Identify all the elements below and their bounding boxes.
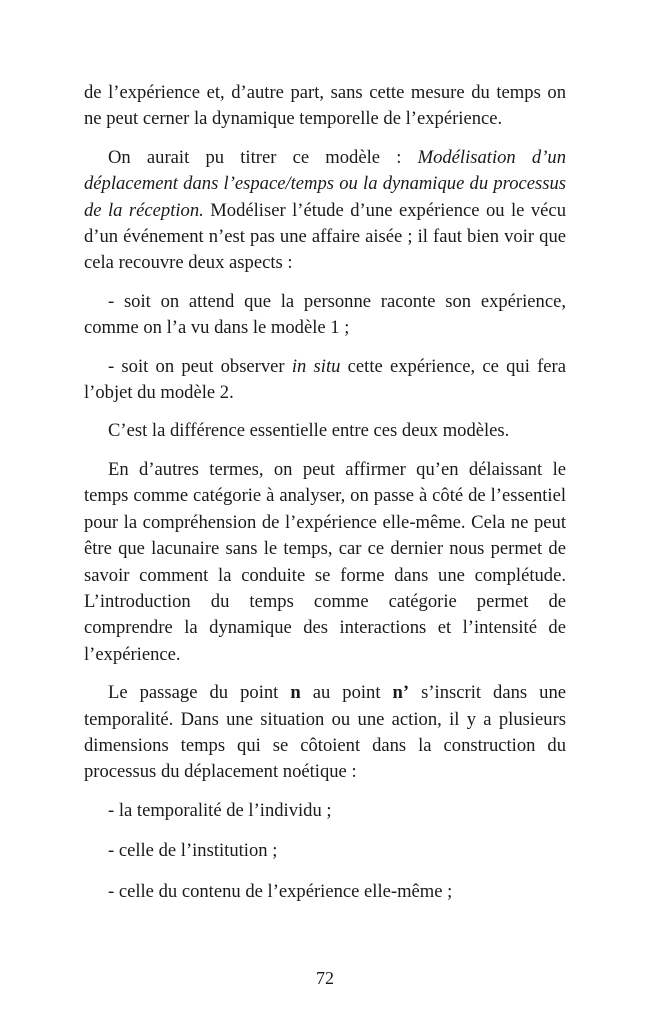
page-body: [84, 80, 566, 919]
paragraph-7-text-c: s’inscrit dans une temporalité. Dans une situation ou une action, il y a plusieurs dimensions temps qui se côtoient dans la construction du processus du déplacement noétique :: [84, 682, 566, 783]
paragraph-4-italic: in situ: [291, 355, 341, 377]
paragraph-3-aspect-1: - soit on attend que la personne raconte son expérience, comme on l’a vu dans le modèle 1 ;: [84, 290, 566, 339]
list-item-3: - celle du contenu de l’expérience elle-même ;: [108, 880, 453, 902]
paragraph-2-text-b: Modéliser l’étude d’une expérience ou le vécu d’un événement n’est pas une affaire aisée ; il faut bien voir que cela recouvre deux aspects :: [84, 199, 566, 274]
paragraph-7-bold-n: n: [290, 682, 301, 704]
paragraph-5: C’est la différence essentielle entre ces deux modèles.: [108, 420, 510, 442]
paragraph-4-text-b: cette expérience, ce qui fera l’objet du modèle 2.: [84, 355, 566, 404]
list-item-1: - la temporalité de l’individu ;: [108, 799, 332, 821]
paragraph-4-text-a: - soit on peut observer: [108, 355, 292, 377]
paragraph-7-text-b: au point: [300, 682, 393, 704]
list-item-2: - celle de l’institution ;: [108, 840, 278, 862]
paragraph-7-bold-n-prime: n’: [392, 682, 410, 704]
paragraph-2: [84, 145, 566, 277]
paragraph-7: [84, 680, 566, 786]
paragraph-6: En d’autres termes, on peut affirmer qu’en délaissant le temps comme catégorie à analyser, on passe à côté de l’essentiel pour la compréhension de l’expérience elle-même. Cela ne peut être que lacunaire sans le temps, car ce dernier nous permet de savoir comment la conduite se forme dans une complétude. L’introduction du temps comme catégorie permet de comprendre la dynamique des interactions et l’intensité de l’expérience.: [84, 458, 566, 665]
paragraph-1: de l’expérience et, d’autre part, sans cette mesure du temps on ne peut cerner la dynamique temporelle de l’expérience.: [84, 82, 566, 130]
page-number: 72: [316, 968, 334, 988]
paragraph-7-text-a: Le passage du point: [108, 682, 291, 704]
paragraph-2-text-a: On aurait pu titrer ce modèle :: [108, 146, 418, 168]
paragraph-4-aspect-2: [84, 354, 566, 407]
paragraph-2-italic-title: Modélisation d’un déplacement dans l’espace/temps ou la dynamique du processus de la réception.: [84, 146, 567, 221]
